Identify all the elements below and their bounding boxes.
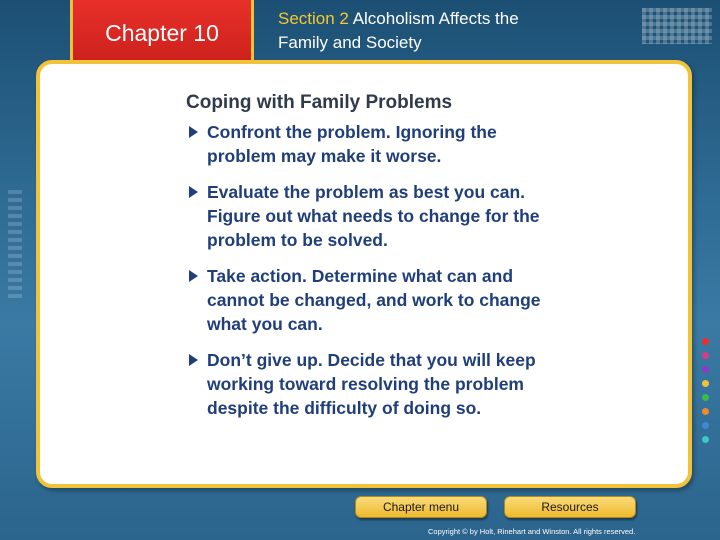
dot-7 [702,422,709,429]
dot-5 [702,394,709,401]
chapter-menu-button[interactable]: Chapter menu [355,496,487,518]
dot-1 [702,338,709,345]
bullet-text: Evaluate the problem as best you can. Figure out what needs to change for the problem to be solved. [207,182,540,250]
bullet-item [186,120,566,168]
bullet-item [186,348,566,420]
bullet-triangle-icon [189,186,198,198]
dot-3 [702,366,709,373]
dot-8 [702,436,709,443]
bullet-triangle-icon [189,126,198,138]
section-title-line2: Family and Society [278,33,422,52]
bullet-triangle-icon [189,354,198,366]
dot-4 [702,380,709,387]
bullet-triangle-icon [189,270,198,282]
bullet-list [186,120,566,432]
decorative-stripe-pattern [8,190,22,300]
decorative-grid-pattern [642,8,712,44]
resources-button[interactable]: Resources [504,496,636,518]
section-label: Section 2 [278,9,349,28]
slide-heading: Coping with Family Problems [186,92,453,113]
section-title [278,7,638,55]
section-title-line1: Alcoholism Affects the [352,9,519,28]
bullet-text: Don’t give up. Decide that you will keep working toward resolving the problem despite the difficulty of doing so. [207,350,536,418]
bullet-item [186,264,566,336]
bullet-text: Take action. Determine what can and cannot be changed, and work to change what you can. [207,266,541,334]
bullet-item [186,180,566,252]
dot-2 [702,352,709,359]
dot-6 [702,408,709,415]
decorative-color-dots [702,338,710,443]
bullet-text: Confront the problem. Ignoring the problem may make it worse. [207,122,497,166]
chapter-label: Chapter 10 [105,20,219,46]
copyright-text: Copyright © by Holt, Rinehart and Winston. All rights reserved. [428,527,636,536]
